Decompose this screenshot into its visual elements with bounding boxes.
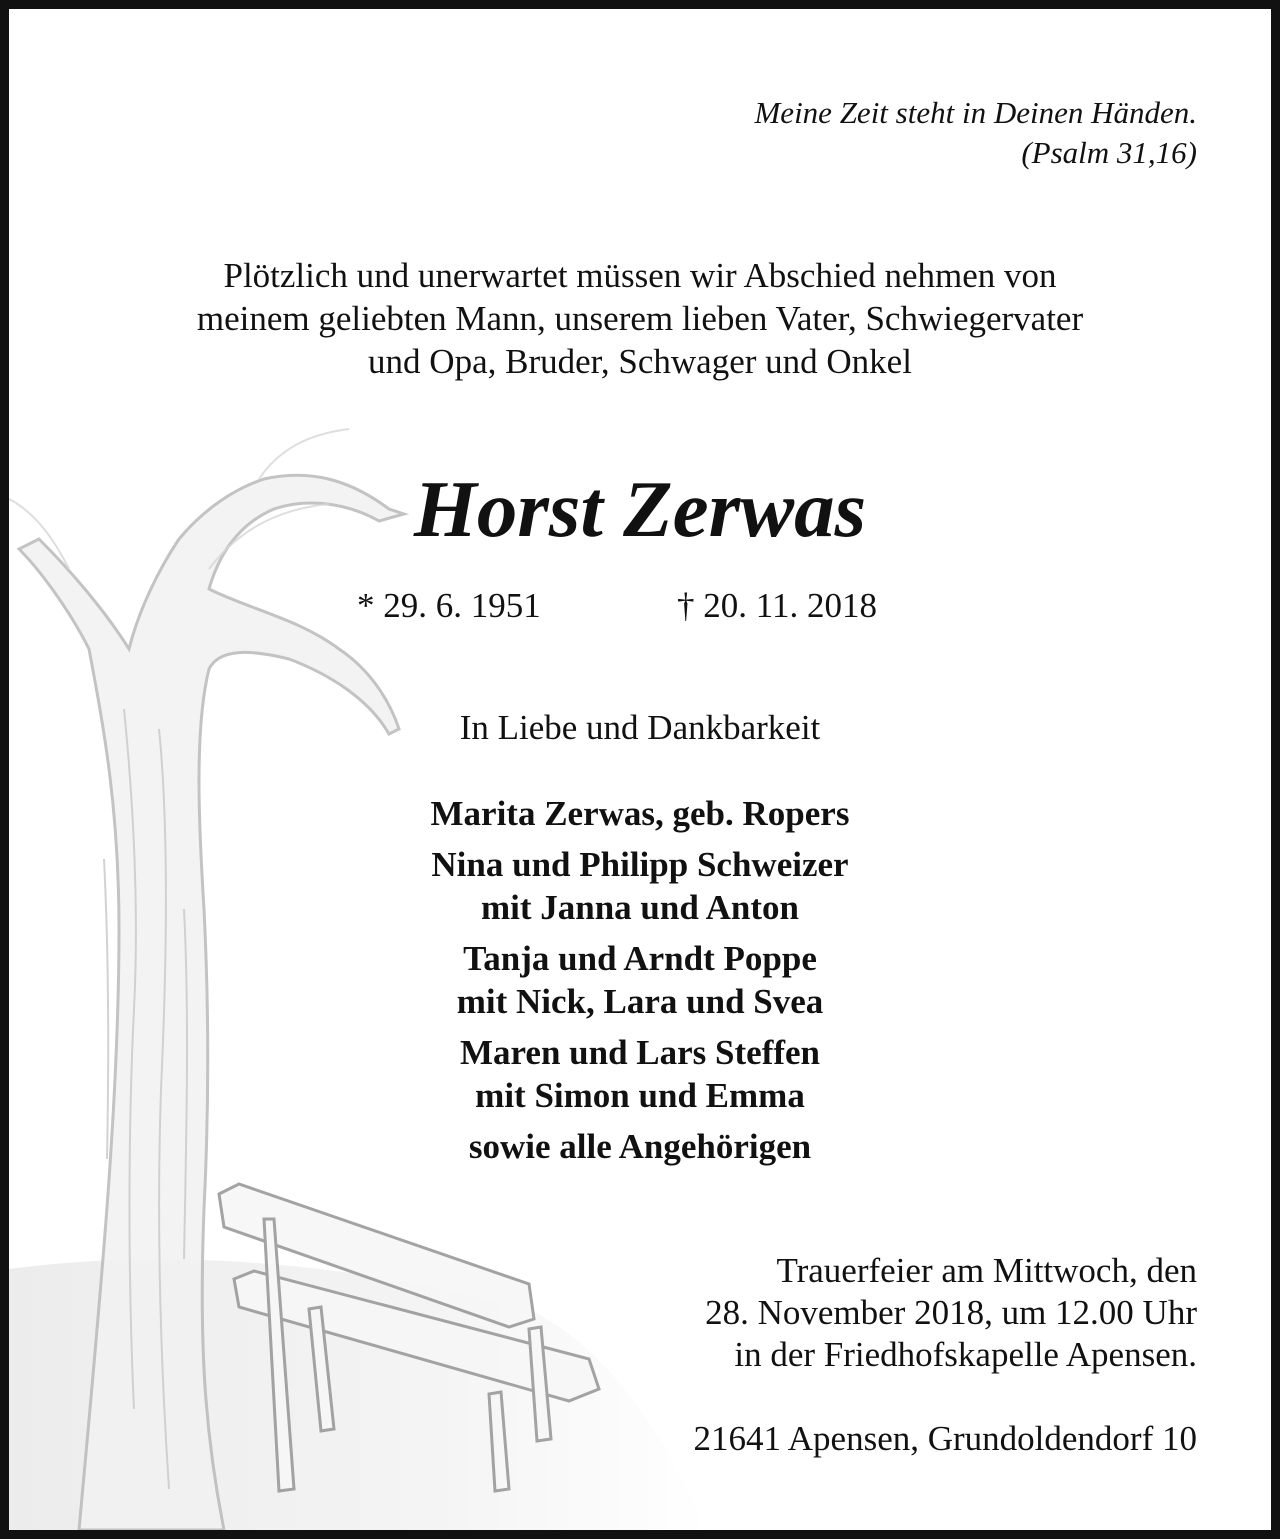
birth-date: * 29. 6. 1951 <box>357 586 541 625</box>
ceremony-line: Trauerfeier am Mittwoch, den <box>776 1251 1197 1290</box>
mourner-line: mit Janna und Anton <box>480 888 800 927</box>
mourner-group <box>9 843 1271 929</box>
ceremony-line: 28. November 2018, um 12.00 Uhr <box>705 1293 1197 1332</box>
motto-reference: (Psalm 31,16) <box>1021 135 1197 170</box>
mourner-line: mit Simon und Emma <box>475 1076 805 1115</box>
mourner-line: Marita Zerwas, geb. Ropers <box>430 794 850 833</box>
intro-line: und Opa, Bruder, Schwager und Onkel <box>368 342 912 381</box>
mourner-line: mit Nick, Lara und Svea <box>456 982 824 1021</box>
funeral-service-info <box>705 1250 1197 1376</box>
ceremony-line: in der Friedhofskapelle Apensen. <box>734 1335 1197 1374</box>
intro-line: Plötzlich und unerwartet müssen wir Abschied nehmen von <box>223 256 1057 295</box>
mourner-group <box>9 792 1271 835</box>
mourner-line: sowie alle Angehörigen <box>468 1127 812 1166</box>
family-address: 21641 Apensen, Grundoldendorf 10 <box>693 1419 1197 1458</box>
mourners-list <box>9 792 1271 1176</box>
mourner-line: Maren und Lars Steffen <box>459 1033 821 1072</box>
mourner-line: Tanja und Arndt Poppe <box>463 939 817 978</box>
motto-quote: Meine Zeit steht in Deinen Händen. <box>754 95 1197 130</box>
intro-text <box>9 254 1271 383</box>
mourner-line: Nina und Philipp Schweizer <box>431 845 849 884</box>
death-date: † 20. 11. 2018 <box>677 586 877 625</box>
mourner-group <box>9 1125 1271 1168</box>
deceased-name: Horst Zerwas <box>413 464 867 554</box>
intro-line: meinem geliebten Mann, unserem lieben Vater, Schwiegervater <box>196 299 1084 338</box>
psalm-motto <box>754 93 1197 173</box>
mourner-group <box>9 937 1271 1023</box>
mourner-group <box>9 1031 1271 1117</box>
gratitude-line: In Liebe und Dankbarkeit <box>459 708 821 747</box>
